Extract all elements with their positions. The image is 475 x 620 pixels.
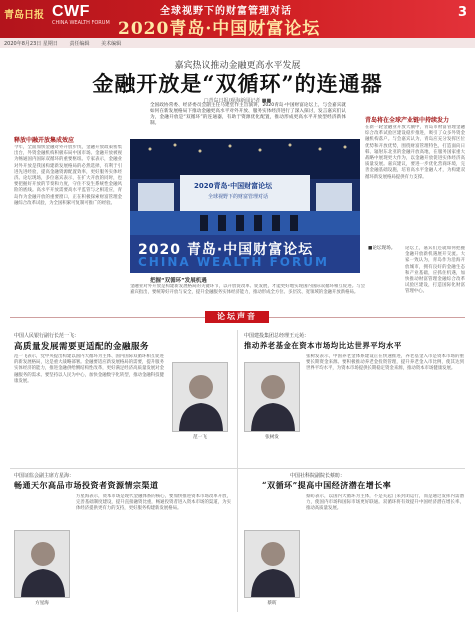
paper-name: 青岛日报 bbox=[4, 10, 44, 21]
section-bar bbox=[0, 310, 475, 324]
article-1-title: 高质量发展需要更适配的金融服务 bbox=[14, 342, 150, 352]
cwf-logo-sub: CHINA WEALTH FORUM bbox=[52, 20, 110, 26]
article-3-title: 畅通天尔高品市场投资者资源情宗渠道 bbox=[14, 480, 159, 490]
person-silhouette-icon bbox=[245, 363, 300, 432]
article-3-person: 方星海 bbox=[35, 601, 49, 606]
forum-photo bbox=[130, 139, 360, 273]
article-1-portrait bbox=[172, 362, 228, 432]
screen-title: 2020青岛·中国财富论坛 bbox=[194, 182, 273, 190]
article-lead: 全国政协常委、经济委员会副主任马建堂作主旨演讲，2020青岛·中国财富论坛上，与会嘉宾就如何在新发展格局下推动金融更高水平对外开放、服务实体经济进行了深入探讨，发言嘉宾们认为，金融开放是“双循环”的连通器，有助于资源优化配置，推动形成更高水平开放型经济新体制。 bbox=[150, 103, 346, 126]
row-divider bbox=[10, 468, 465, 469]
screen-subtitle: 全球视野下的财富管理对话 bbox=[208, 194, 269, 200]
article-headline: 金融开放是“双循环”的连通器 bbox=[92, 71, 383, 96]
article-1-person: 范一飞 bbox=[193, 435, 207, 440]
article-byline: □青岛日报/观海新闻记者 ■■ bbox=[203, 98, 272, 104]
article-3-text: 方星海表示，资本市场是现代金融体系的核心，要加快推进资本市场改革开放，完善基础制度建设，提升直接融资比重，畅通投资者进入资本市场的渠道，为实体经济提供更有力的支持，更好服务构建新发展格局。 bbox=[76, 494, 231, 512]
article-4-portrait bbox=[244, 530, 300, 598]
article-1-text: 范一飞表示，党中央提出构建以国内大循环为主体、国内国际双循环相互促进的新发展格局，这是重大战略部署。金融要适应新发展格局的需要，提升服务实体经济的能力，推进金融供给侧结构性改革，更好满足经济高质量发展对金融服务的需求。要坚持以人民为中心，加快金融数字化转型，推动金融科技健康发展。 bbox=[14, 354, 164, 384]
issue-date: 2020年8月23日 星期日 bbox=[4, 41, 58, 47]
desk-label: 美术编辑 bbox=[101, 41, 122, 47]
dateline bbox=[0, 38, 475, 48]
article-4-title: “双循环”提高中国经济潜在增长率 bbox=[262, 480, 392, 490]
person-silhouette-icon bbox=[15, 531, 70, 598]
article-kicker: 嘉宾热议推动金融更高水平发展 bbox=[174, 61, 301, 71]
article-4-kicker: 中国社科院副院长蔡昉： bbox=[290, 473, 346, 479]
article-2-person: 张树发 bbox=[265, 435, 279, 440]
photo-side-caption: ■论坛现场。 bbox=[368, 246, 396, 251]
article-4-person: 蔡昉 bbox=[267, 601, 277, 606]
article-3-portrait bbox=[14, 530, 70, 598]
column-divider bbox=[237, 330, 238, 612]
photo-caption-text: 金融业对外开放是构建新发展格局的关键环节，以开放促改革、促发展，才能更好地实现国内国际双循环相互促进。与会嘉宾指出，要统筹好开放与安全，提升金融服务实体经济能力，推动形成全方位、多层次、宽领域的金融开放新格局。 bbox=[130, 284, 365, 296]
banner-title: 2020青岛·中国财富论坛 bbox=[118, 19, 321, 38]
person-silhouette-icon bbox=[245, 531, 300, 598]
page-number: 3 bbox=[457, 5, 467, 20]
article-2-title: 推动养老基金在资本市场均比达世界平均水平 bbox=[244, 341, 402, 350]
masthead-banner bbox=[0, 0, 475, 38]
banner-slogan: 全球视野下的财富管理对话 bbox=[160, 6, 292, 17]
article-4-text: 蔡昉表示，以国内大循环为主体，不是关起门来封闭运行，而是通过发挥内需潜力，使国内市场和国际市场更好联通。双循环将有效提升中国经济潜在增长率，推动高质量发展。 bbox=[306, 494, 464, 512]
section-label: 论坛声音 bbox=[205, 311, 269, 323]
right-column-text-2: 论坛上，嘉宾们还就如何把握金融开放新机遇展开交流。大家一致认为，青岛作为沿海开放城市，拥有良好的金融生态和产业基础，应抓住机遇，加快推动财富管理金融综合改革试验区建设，打造国际化财富管理中心。 bbox=[405, 246, 465, 295]
article-2-portrait bbox=[244, 362, 300, 432]
article-2-text: 张树发表示，中国养老金体系建设正在快速推进，养老基金入市是资本市场的重要长期资金来源。要积极推动养老金投资管理，提升养老金入市比例，使其达到世界平均水平，为资本市场提供长期稳定资金来源，推动资本市场健康发展。 bbox=[306, 354, 464, 372]
article-2-kicker: 中国建投集团总经理王元苑： bbox=[244, 333, 310, 339]
photo-caption-title: 把握“双循环”发展机遇 bbox=[150, 278, 207, 284]
cwf-logo: CWF bbox=[52, 3, 90, 20]
left-column-text: 今年，全面加快金融对外开放步伐，金融开放政策密集出台，外资金融机构积极布局中国市场。金融开放被视为畅通国内国际双循环的重要枢纽。专家表示，金融业对外开放是我国构建新发展格局的必然选择，有利于引进先进经验，提高金融资源配置效率，更好服务实体经济。论坛现场，多位嘉宾表示，在扩大开放的同时，也要把握好开放的节奏和力度，守住不发生系统性金融风险的底线。高水平开放需要高水平监管与之相适应，青岛作为金融开放的重要窗口，正在积极探索财富管理金融综合改革试验，为全国积累可复制可推广的经验。 bbox=[14, 145, 122, 206]
right-subhead: 青岛将在全球产业链中持续发力 bbox=[365, 117, 450, 124]
article-3-kicker: 中国证监会副主席方星海： bbox=[14, 473, 75, 479]
stage-text-cn: 2020 青岛·中国财富论坛 bbox=[138, 242, 314, 258]
right-column-text: 在新一轮金融业开放大潮中，青岛市财富管理金融综合改革试验区建设稳步推进，吸引了众多外资金融机构落户。与会嘉宾认为，青岛应充分发挥区位优势和开放优势，围绕财富管理特色，打造面向日韩、辐射东北亚的金融开放高地，在服务国家重大战略中展现更大作为，以金融开放促进实体经济高质量发展。嘉宾建议，要进一步优化营商环境，完善金融基础设施，培育高水平金融人才，为构建双循环新发展格局提供有力支撑。 bbox=[365, 125, 465, 180]
left-subhead: 释放中融开放集成效应 bbox=[14, 137, 75, 144]
article-1-kicker: 中国人民银行副行长范一飞： bbox=[14, 333, 80, 339]
person-silhouette-icon bbox=[173, 363, 228, 432]
editor-label: 责任编辑 bbox=[69, 41, 90, 47]
stage-text-en: CHINA WEALTH FORUM bbox=[138, 255, 329, 269]
